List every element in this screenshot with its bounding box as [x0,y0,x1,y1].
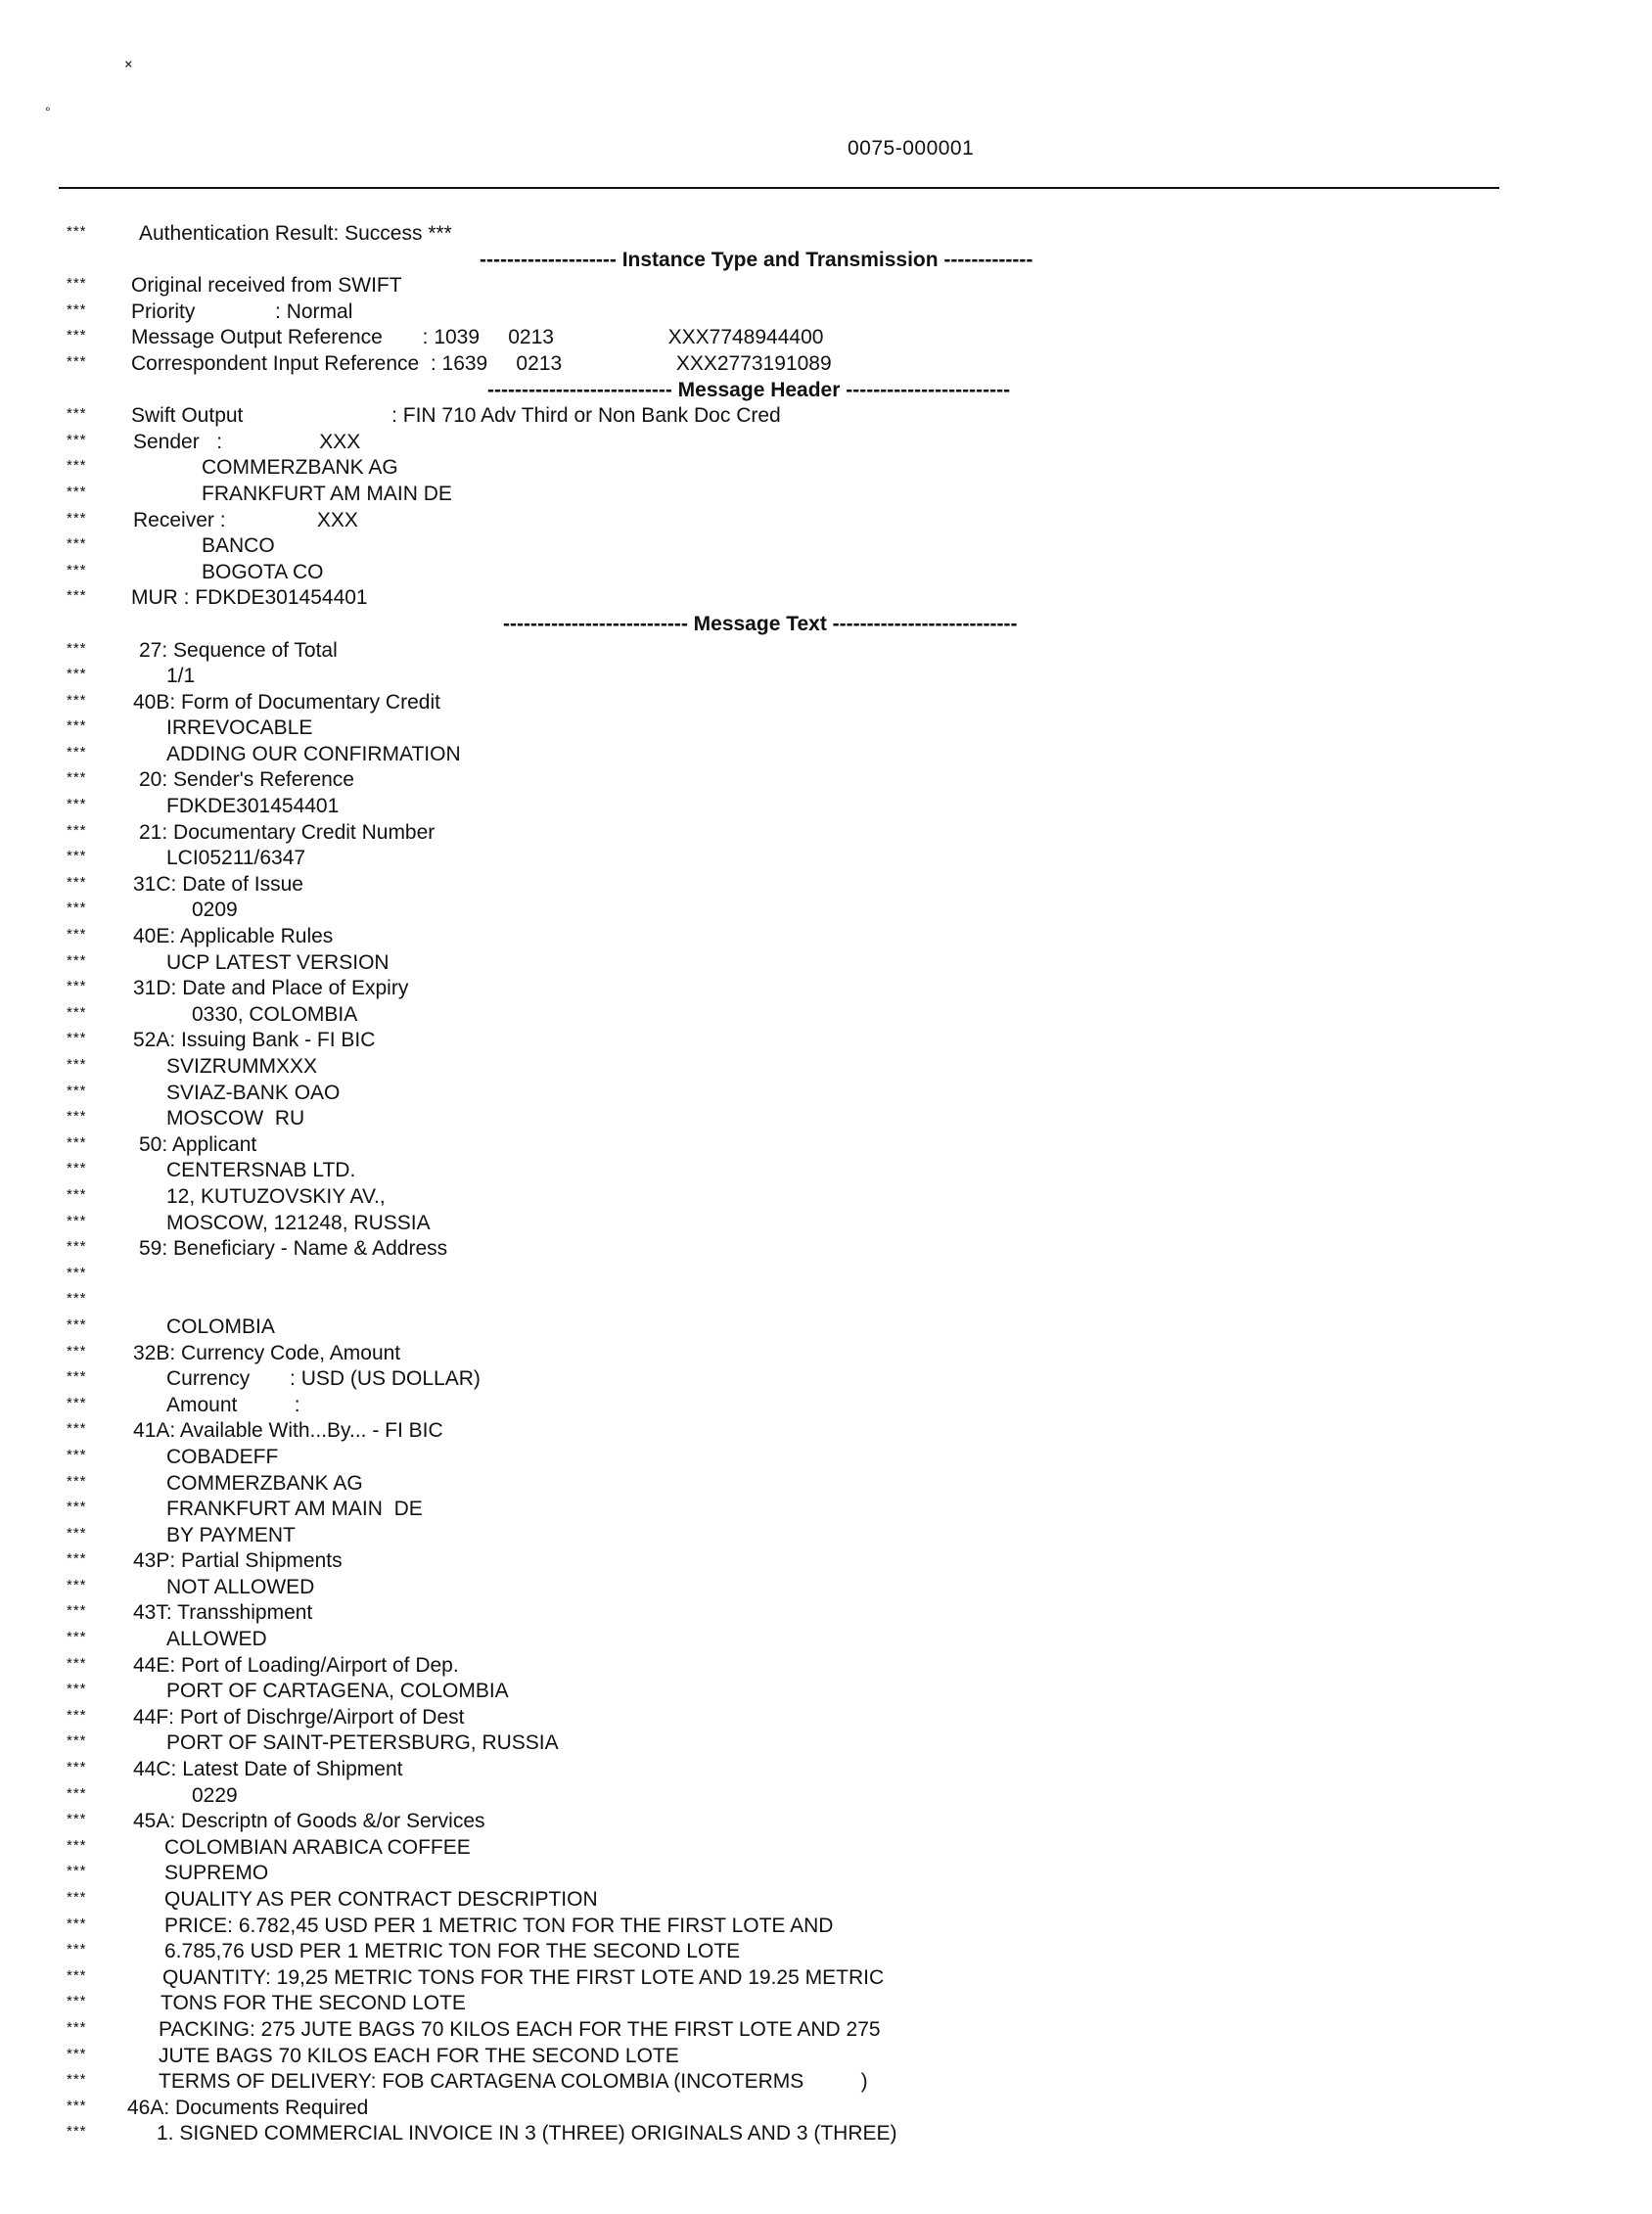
message-line [0,1418,1652,1445]
message-line-text: FRANKFURT AM MAIN DE [202,482,452,505]
line-marker: *** [67,1576,87,1593]
message-line-text: Currency : USD (US DOLLAR) [166,1367,481,1391]
message-line [0,2096,1652,2122]
line-marker: *** [67,1499,87,1516]
line-marker: *** [67,1811,87,1828]
message-line-text: 59: Beneficiary - Name & Address [139,1237,448,1261]
line-marker: *** [67,300,87,318]
message-line [0,1471,1652,1498]
message-line [0,1132,1652,1159]
message-line [0,1991,1652,2017]
message-line [0,690,1652,716]
message-line-text: Message Output Reference : 1039 0213 XXX7748944400 [131,326,824,349]
message-line-text: FRANKFURT AM MAIN DE [166,1498,423,1521]
message-line-text: 50: Applicant [139,1132,257,1156]
message-line [0,1679,1652,1705]
message-line [0,351,1652,378]
line-marker: *** [67,1315,87,1333]
message-line-text: IRREVOCABLE [166,716,313,740]
line-marker: *** [67,1212,87,1229]
message-line [0,1809,1652,1835]
message-line [0,2069,1652,2096]
line-marker: *** [67,978,87,995]
message-line [0,1887,1652,1914]
scan-mark: ˟ [121,59,132,80]
line-marker: *** [67,717,87,735]
section-header-text: --------------------------- Message Text --------------------------- [503,612,1018,635]
line-marker: *** [67,1759,87,1776]
message-line [0,1705,1652,1731]
line-marker: *** [67,1472,87,1490]
message-line-text: 0229 [192,1783,238,1807]
message-line-text: 32B: Currency Code, Amount [133,1341,401,1364]
message-line [0,1288,1652,1315]
message-line-text: SVIZRUMMXXX [166,1055,318,1078]
message-line-text: 20: Sender's Reference [139,768,354,792]
message-line-text: Authentication Result: Success *** [139,222,452,245]
line-marker: *** [67,1342,87,1360]
section-header [0,248,1652,274]
line-marker: *** [67,223,87,240]
line-marker: *** [67,275,87,293]
message-line [0,482,1652,508]
message-line [0,898,1652,924]
message-line-text: 0330, COLOMBIA [192,1002,358,1026]
message-line-text: COLOMBIAN ARABICA COFFEE [164,1835,471,1859]
message-line-text: BOGOTA CO [202,560,324,583]
line-marker: *** [67,691,87,709]
line-marker: *** [67,509,87,527]
message-line-text: QUALITY AS PER CONTRACT DESCRIPTION [164,1888,598,1911]
message-line-text: 45A: Descriptn of Goods &/or Services [133,1810,485,1833]
section-header-text: -------------------- Instance Type and Transmission ------------- [480,248,1033,271]
message-line-text: Amount : [166,1393,300,1416]
message-line [0,325,1652,351]
line-marker: *** [67,769,87,787]
line-marker: *** [67,2097,87,2114]
message-line [0,508,1652,534]
line-marker: *** [67,899,87,917]
line-marker: *** [67,561,87,578]
message-line [0,1393,1652,1419]
message-line [0,1366,1652,1393]
message-line-text: 1. SIGNED COMMERCIAL INVOICE IN 3 (THREE) ORIGINALS AND 3 (THREE) [157,2122,897,2145]
line-marker: *** [67,1681,87,1698]
swift-message-body [0,221,1652,2147]
message-line [0,273,1652,300]
line-marker: *** [67,951,87,969]
message-line [0,872,1652,899]
line-marker: *** [67,639,87,657]
message-line [0,1653,1652,1680]
message-line [0,1184,1652,1211]
line-marker: *** [67,796,87,813]
line-marker: *** [67,666,87,683]
message-line-text: 12, KUTUZOVSKIY AV., [166,1184,386,1208]
message-line [0,300,1652,326]
line-marker: *** [67,926,87,944]
message-line [0,1081,1652,1107]
line-marker: *** [67,1550,87,1568]
line-marker: *** [67,1030,87,1047]
message-line [0,820,1652,847]
line-marker: *** [67,1056,87,1073]
message-line [0,846,1652,872]
message-line-text: BANCO [202,534,275,558]
line-marker: *** [67,1993,87,2010]
line-marker: *** [67,1732,87,1750]
line-marker: *** [67,1003,87,1021]
message-line-text: 44F: Port of Dischrge/Airport of Dest [133,1705,465,1729]
line-marker: *** [67,1602,87,1620]
line-marker: *** [67,1133,87,1151]
message-line [0,2044,1652,2070]
message-line [0,1315,1652,1341]
line-marker: *** [67,1446,87,1463]
message-line [0,1914,1652,1940]
message-line [0,585,1652,612]
message-line-text: 46A: Documents Required [127,2096,369,2119]
message-line-text: MOSCOW, 121248, RUSSIA [166,1211,431,1234]
line-marker: *** [67,1654,87,1672]
line-marker: *** [67,821,87,839]
message-line-text: ALLOWED [166,1628,267,1651]
message-line [0,1236,1652,1263]
header-rule [59,187,1499,189]
message-line [0,976,1652,1002]
line-marker: *** [67,1941,87,1959]
message-line-text: TERMS OF DELIVERY: FOB CARTAGENA COLOMBIA (INCOTERMS ) [159,2070,868,2094]
message-line [0,1106,1652,1132]
message-line-text: 43T: Transshipment [133,1601,313,1625]
message-line [0,638,1652,665]
line-marker: *** [67,1889,87,1906]
line-marker: *** [67,1420,87,1438]
message-line [0,794,1652,820]
line-marker: *** [67,483,87,500]
message-line [0,1939,1652,1965]
line-marker: *** [67,2018,87,2036]
message-line-text: COBADEFF [166,1445,279,1468]
message-line-text: 41A: Available With...By... - FI BIC [133,1419,443,1443]
message-line [0,664,1652,690]
message-line [0,1497,1652,1523]
message-line-text: COMMERZBANK AG [166,1471,363,1495]
message-line-text: Correspondent Input Reference : 1639 0213 XXX2773191089 [131,351,832,375]
message-line-text: TONS FOR THE SECOND LOTE [161,1992,466,2015]
line-marker: *** [67,2045,87,2062]
line-marker: *** [67,535,87,553]
message-line [0,1548,1652,1575]
line-marker: *** [67,1706,87,1724]
message-line [0,1341,1652,1367]
message-line [0,560,1652,586]
message-line-text: MUR : FDKDE301454401 [131,586,368,610]
message-line-text: 6.785,76 USD PER 1 METRIC TON FOR THE SECOND LOTE [164,1940,741,1963]
message-line-text: SUPREMO [164,1862,269,1885]
line-marker: *** [67,1524,87,1542]
message-line-text: LCI05211/6347 [166,847,306,870]
line-marker: *** [67,405,87,423]
message-line [0,403,1652,430]
message-line-text: JUTE BAGS 70 KILOS EACH FOR THE SECOND LOTE [159,2044,679,2067]
message-line-text: CENTERSNAB LTD. [166,1159,356,1182]
message-line-text: 44C: Latest Date of Shipment [133,1758,403,1781]
message-line-text: Receiver : XXX [133,508,358,531]
message-line [0,767,1652,794]
message-line-text: 40E: Applicable Rules [133,925,334,948]
message-line-text: PRICE: 6.782,45 USD PER 1 METRIC TON FOR THE FIRST LOTE AND [164,1914,834,1937]
line-marker: *** [67,1238,87,1256]
line-marker: *** [67,1368,87,1386]
message-line [0,1445,1652,1471]
line-marker: *** [67,1836,87,1854]
message-line [0,1783,1652,1810]
message-line [0,1523,1652,1549]
line-marker: *** [67,1966,87,1984]
message-line-text: SVIAZ-BANK OAO [166,1081,341,1104]
message-line [0,1028,1652,1054]
message-line-text: Sender : XXX [133,430,361,453]
message-line [0,533,1652,560]
message-line [0,1730,1652,1757]
scan-mark: ° [45,104,51,119]
message-line-text: 1/1 [166,665,196,688]
message-line-text: 27: Sequence of Total [139,638,338,662]
line-marker: *** [67,1629,87,1646]
message-line-text: BY PAYMENT [166,1523,296,1546]
message-line-text: ADDING OUR CONFIRMATION [166,742,461,765]
message-line [0,221,1652,248]
message-line-text: Original received from SWIFT [131,274,402,298]
message-line [0,430,1652,456]
line-marker: *** [67,352,87,370]
message-line-text: 44E: Port of Loading/Airport of Dep. [133,1653,459,1677]
message-line-text: QUANTITY: 19,25 METRIC TONS FOR THE FIRST LOTE AND 19.25 METRIC [162,1965,885,1989]
message-line-text: 43P: Partial Shipments [133,1549,343,1573]
message-line-text: COLOMBIA [166,1315,275,1338]
message-line [0,1835,1652,1862]
line-marker: *** [67,327,87,345]
line-marker: *** [67,1082,87,1099]
message-line-text: 21: Documentary Credit Number [139,820,436,844]
message-line [0,455,1652,482]
message-line-text: 0209 [192,899,238,922]
message-line-text: Priority : Normal [131,300,353,323]
section-header-text: --------------------------- Message Header ------------------------ [487,378,1011,401]
message-line-text: NOT ALLOWED [166,1575,315,1598]
line-marker: *** [67,1108,87,1126]
line-marker: *** [67,431,87,448]
message-line [0,2017,1652,2044]
message-line-text: 52A: Issuing Bank - FI BIC [133,1029,376,1052]
message-line [0,1600,1652,1627]
message-line [0,1861,1652,1887]
line-marker: *** [67,848,87,865]
line-marker: *** [67,1784,87,1802]
message-line-text: 31D: Date and Place of Expiry [133,977,409,1000]
message-line [0,924,1652,950]
line-marker: *** [67,2123,87,2141]
message-line [0,1627,1652,1653]
message-line [0,742,1652,768]
message-line [0,1965,1652,1992]
line-marker: *** [67,1863,87,1880]
message-line [0,1757,1652,1783]
message-line [0,1263,1652,1289]
line-marker: *** [67,1290,87,1308]
message-line [0,2121,1652,2147]
line-marker: *** [67,1394,87,1411]
message-line [0,1002,1652,1029]
line-marker: *** [67,873,87,891]
line-marker: *** [67,1914,87,1932]
message-line [0,1575,1652,1601]
message-line-text: COMMERZBANK AG [202,456,398,480]
line-marker: *** [67,457,87,475]
message-line-text: PACKING: 275 JUTE BAGS 70 KILOS EACH FOR THE FIRST LOTE AND 275 [159,2017,881,2041]
message-line-text: MOSCOW RU [166,1107,305,1130]
line-marker: *** [67,1264,87,1281]
message-line-text: Swift Output : FIN 710 Adv Third or Non Bank Doc Cred [131,404,781,428]
message-line-text: 31C: Date of Issue [133,872,303,896]
message-line [0,950,1652,977]
line-marker: *** [67,743,87,761]
document-number: 0075-000001 [848,137,975,160]
message-line-text: UCP LATEST VERSION [166,950,390,974]
message-line-text: 40B: Form of Documentary Credit [133,690,440,714]
section-header [0,612,1652,638]
line-marker: *** [67,1185,87,1203]
message-line-text: PORT OF SAINT-PETERSBURG, RUSSIA [166,1731,559,1755]
line-marker: *** [67,2071,87,2089]
line-marker: *** [67,1160,87,1177]
message-line [0,715,1652,742]
line-marker: *** [67,587,87,605]
message-line-text: FDKDE301454401 [166,795,340,818]
message-line [0,1054,1652,1081]
message-line [0,1211,1652,1237]
message-line [0,1158,1652,1184]
message-line-text: PORT OF CARTAGENA, COLOMBIA [166,1680,509,1703]
section-header [0,378,1652,404]
